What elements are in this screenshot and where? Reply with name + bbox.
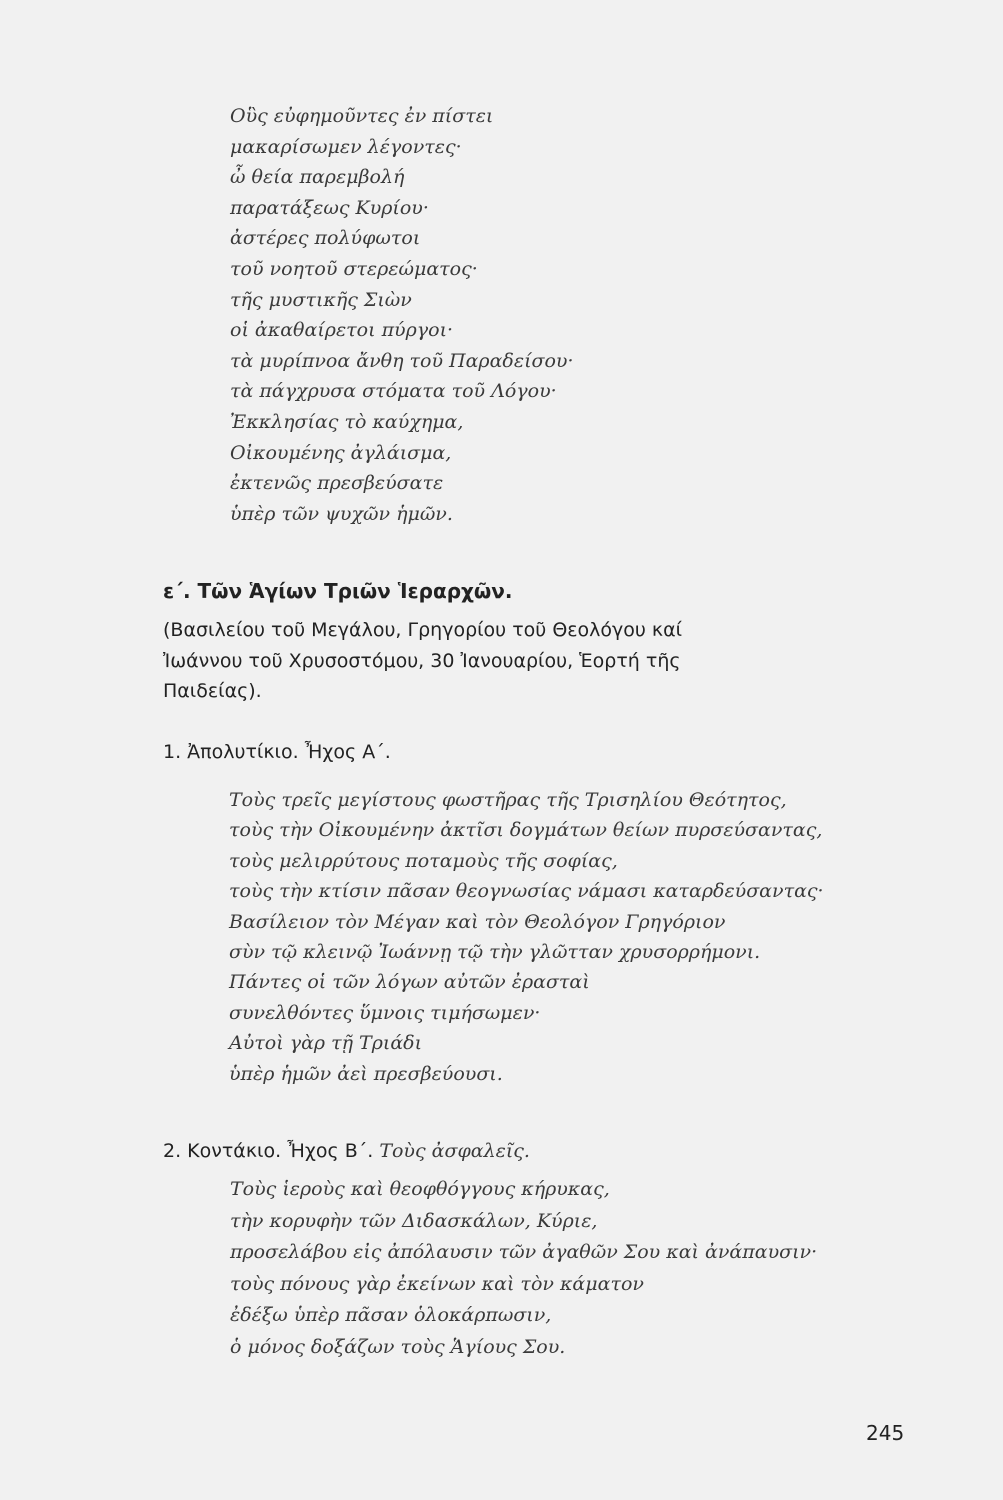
verse-line: ἐδέξω ὑπὲρ πᾶσαν ὁλοκάρπωσιν,: [230, 1304, 552, 1326]
verse-line: Τοὺς τρεῖς μεγίστους φωστῆρας τῆς Τρισηλίου Θεότητος,: [229, 789, 787, 811]
verse-line: ὑπὲρ ἡμῶν ἀεὶ πρεσβεύουσι.: [229, 1062, 503, 1085]
verse-line: τοὺς τὴν Οἰκουμένην ἀκτῖσι δογμάτων θείων πυρσεύσαντας,: [229, 819, 823, 842]
verse-line: ἀστέρες πολύφωτοι: [230, 227, 421, 250]
section-heading: ε΄. Τῶν Ἁγίων Τριῶν Ἱεραρχῶν.: [163, 579, 513, 603]
verse-line: Αὐτοὶ γὰρ τῇ Τριάδι: [229, 1032, 423, 1055]
hymn-continuation-verse: [230, 101, 574, 529]
verse-line: τοῦ νοητοῦ στερεώματος·: [230, 257, 478, 280]
verse-line: Βασίλειον τὸν Μέγαν καὶ τὸν Θεολόγον Γρηγόριον: [229, 910, 726, 933]
verse-line: τὰ μυρίπνοα ἄνθη τοῦ Παραδείσου·: [230, 349, 574, 372]
verse-line: ὑπὲρ τῶν ψυχῶν ἡμῶν.: [230, 502, 453, 525]
subtitle-line: (Βασιλείου τοῦ Μεγάλου, Γρηγορίου τοῦ Θεολόγου καί: [163, 619, 683, 641]
subtitle-line: Παιδείας).: [163, 680, 262, 702]
apolytikion-label: 1. Ἀπολυτίκιο. Ἦχος Α΄.: [163, 741, 391, 763]
verse-line: ἐκτενῶς πρεσβεύσατε: [230, 472, 444, 495]
verse-line: τοὺς πόνους γὰρ ἐκείνων καὶ τὸν κάματον: [230, 1272, 644, 1295]
verse-line: Οἰκουμένης ἀγλάισμα,: [230, 441, 452, 464]
verse-line: οἱ ἀκαθαίρετοι πύργοι·: [230, 319, 454, 342]
verse-line: παρατάξεως Κυρίου·: [230, 196, 429, 219]
subtitle-line: Ἰωάννου τοῦ Χρυσοστόμου, 30 Ἰανουαρίου, Ἑορτή τῆς: [163, 649, 681, 672]
verse-line: τῆς μυστικῆς Σιὼν: [230, 288, 412, 311]
verse-line: Οὓς εὐφημοῦντες ἐν πίστει: [230, 105, 494, 127]
verse-line: Πάντες οἱ τῶν λόγων αὐτῶν ἐρασταὶ: [229, 971, 590, 994]
verse-line: σὺν τῷ κλεινῷ Ἰωάννῃ τῷ τὴν γλῶτταν χρυσορρήμονι.: [229, 941, 761, 964]
kontakio-melody: Τοὺς ἀσφαλεῖς.: [379, 1140, 530, 1162]
apolytikion-verse: [229, 785, 824, 1089]
verse-line: προσελάβου εἰς ἀπόλαυσιν τῶν ἀγαθῶν Σου καὶ ἀνάπαυσιν·: [230, 1241, 818, 1263]
verse-line: ὦ θεία παρεμβολή: [230, 166, 405, 189]
verse-line: μακαρίσωμεν λέγοντες·: [230, 135, 462, 158]
kontakio-verse: [230, 1174, 817, 1363]
verse-line: τὴν κορυφὴν τῶν Διδασκάλων, Κύριε,: [230, 1209, 598, 1232]
verse-line: Ἐκκλησίας τὸ καύχημα,: [230, 410, 464, 433]
verse-line: Τοὺς ἱεροὺς καὶ θεοφθόγγους κήρυκας,: [230, 1178, 610, 1200]
kontakio-label: 2. Κοντάκιο. Ἦχος Β΄.: [163, 1140, 374, 1162]
verse-line: τοὺς τὴν κτίσιν πᾶσαν θεογνωσίας νάμασι καταρδεύσαντας·: [229, 880, 824, 903]
section-subtitle: [163, 615, 682, 707]
page-number: 245: [866, 1421, 905, 1445]
verse-line: συνελθόντες ὕμνοις τιμήσωμεν·: [229, 1001, 541, 1024]
verse-line: τὰ πάγχρυσα στόματα τοῦ Λόγου·: [230, 380, 557, 403]
verse-line: ὁ μόνος δοξάζων τοὺς Ἁγίους Σου.: [230, 1335, 566, 1358]
verse-line: τοὺς μελιρρύτους ποταμοὺς τῆς σοφίας,: [229, 849, 618, 872]
kontakio-heading: [163, 1140, 530, 1162]
